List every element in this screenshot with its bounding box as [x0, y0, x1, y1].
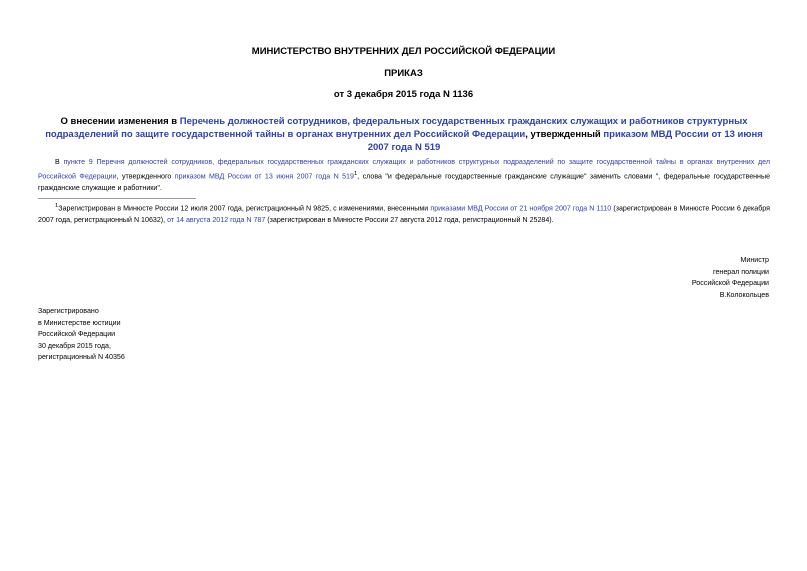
title-prefix: О внесении изменения в — [60, 116, 180, 127]
body-paragraph — [38, 156, 770, 194]
body-link-item[interactable]: пункте 9 Перечня должностей сотрудников, федеральных государственных гражданских служащих и работников структурных подразделений по защите государственной тайны в органах внутренних дел Российской Федерации — [38, 158, 771, 181]
registration-line: Зарегистрировано — [38, 307, 99, 315]
signature-line: Министр — [740, 256, 769, 264]
title-middle: , утвержденный — [525, 129, 604, 140]
footnote-divider — [38, 198, 196, 199]
signature-line: В.Колокольцев — [719, 290, 769, 299]
registration-block — [38, 306, 125, 364]
registration-line: регистрационный N 40356 — [38, 353, 125, 361]
ministry-heading: МИНИСТЕРСТВО ВНУТРЕННИХ ДЕЛ РОССИЙСКОЙ ФЕДЕРАЦИИ — [251, 46, 556, 57]
document-title — [38, 115, 770, 154]
registration-line: в Министерстве юстиции — [38, 318, 121, 327]
footnote-reference[interactable]: 1 — [353, 171, 358, 177]
footnote-mark: 1 — [55, 203, 59, 209]
footnote-part2: (зарегистрирован в Минюсте России 6 декабря 2007 года, регистрационный N 10632), — [38, 204, 770, 225]
signature-line: генерал полиции — [713, 267, 769, 276]
footnote-part1: Зарегистрирован в Минюсте России 12 июля 2007 года, регистрационный N 9825, с изменениями, внесенными — [58, 204, 431, 213]
title-link-order[interactable]: приказом МВД России от 13 июня 2007 года N 519 — [367, 129, 763, 153]
body-prefix: В — [55, 158, 64, 166]
footnote-link-orders[interactable]: приказами МВД России от 21 ноября 2007 года N 1110 — [430, 204, 612, 213]
title-link-list[interactable]: Перечень должностей сотрудников, федеральных государственных гражданских служащих и работников структурных подразделений по защите государственной тайны в органах внутренних дел Российской Федерации — [45, 116, 748, 140]
footnote-link-2012[interactable]: от 14 августа 2012 года N 787 — [167, 216, 266, 225]
signature-line: Российской Федерации — [691, 279, 769, 287]
signature-block — [692, 255, 769, 301]
body-middle: , утвержденного — [116, 172, 175, 181]
footnote-part3: (зарегистрирован в Минюсте России 27 августа 2012 года, регистрационный N 25284). — [265, 216, 554, 225]
registration-line: 30 декабря 2015 года, — [38, 341, 111, 350]
footnote — [38, 200, 770, 226]
order-date: от 3 декабря 2015 года N 1136 — [333, 89, 474, 100]
body-suffix: , слова "и федеральные государственные гражданские служащие" заменить словами ", федеральные государственные гражданские служащие и работники". — [38, 172, 771, 193]
body-link-order[interactable]: приказом МВД России от 13 июня 2007 года N 519 — [174, 172, 354, 181]
registration-line: Российской Федерации — [38, 330, 116, 338]
order-heading: ПРИКАЗ — [384, 68, 423, 79]
